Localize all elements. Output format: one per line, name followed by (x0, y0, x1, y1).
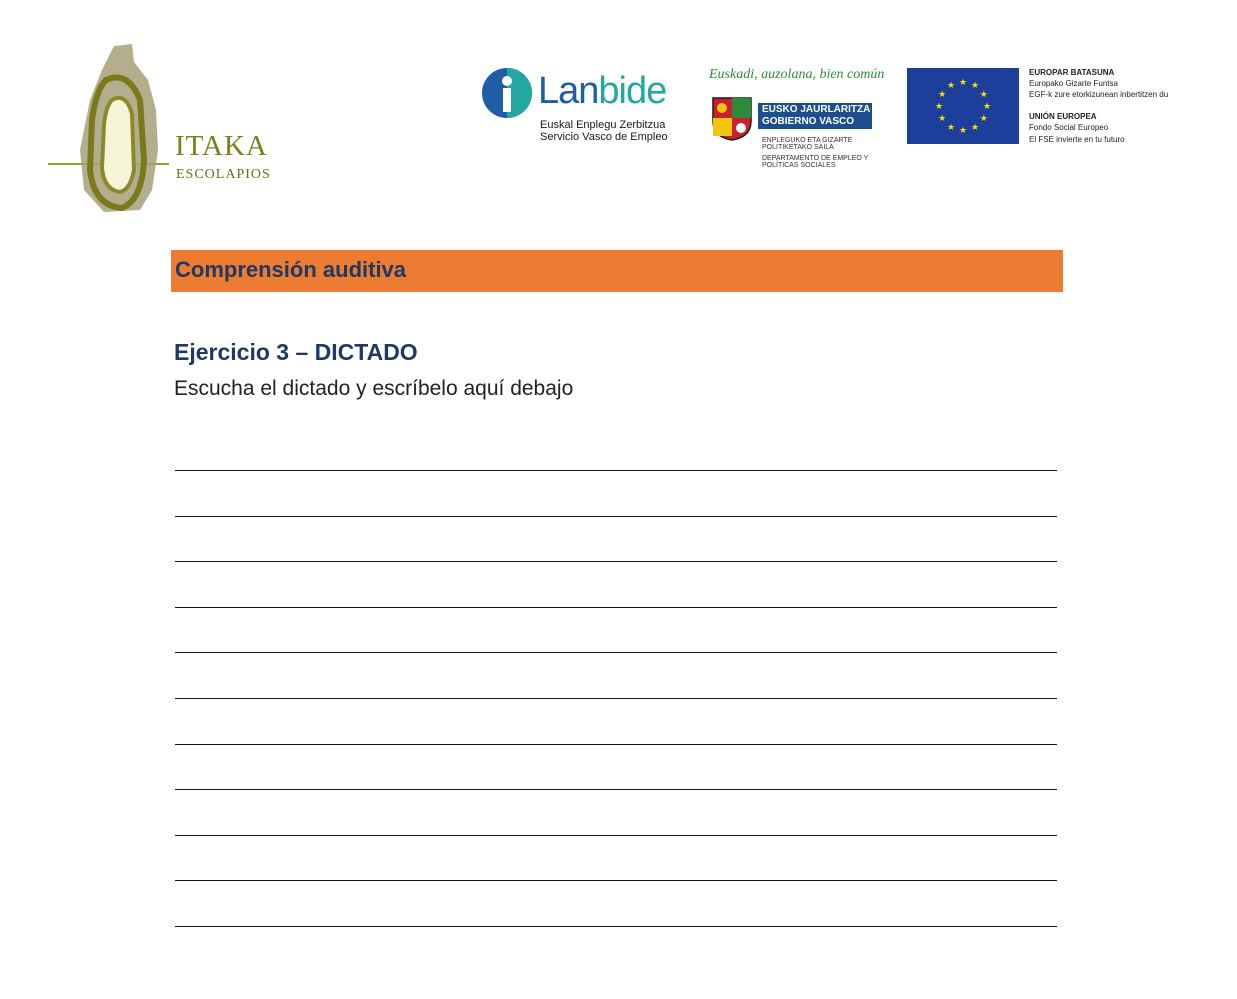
answer-line[interactable] (175, 561, 1057, 562)
lanbide-name-part2: bide (598, 70, 667, 112)
eu-star-icon: ★ (979, 114, 988, 124)
answer-lines (175, 0, 1057, 999)
eu-star-icon: ★ (946, 122, 956, 133)
answer-line[interactable] (175, 926, 1057, 927)
itaka-name: ITAKA (175, 130, 268, 162)
answer-line[interactable] (175, 698, 1057, 699)
itaka-subtitle: ESCOLAPIOS (176, 167, 271, 182)
answer-line[interactable] (175, 789, 1057, 790)
exercise-title: Ejercicio 3 – DICTADO (174, 339, 418, 365)
eu-text-line2: Europako Gizarte Funtsa (1029, 79, 1118, 88)
eu-star-icon: ★ (979, 90, 988, 100)
eu-star-icon: ★ (934, 102, 944, 112)
answer-line[interactable] (175, 744, 1057, 745)
eu-star-icon: ★ (982, 102, 992, 112)
eu-text-line4: UNIÓN EUROPEA (1029, 112, 1097, 121)
eu-star-icon: ★ (946, 81, 956, 92)
answer-line[interactable] (175, 652, 1057, 653)
eu-text-line3: EGF-k zure etorkizunean inbertitzen du (1029, 90, 1169, 99)
exercise-instruction: Escucha el dictado y escríbelo aquí debajo (174, 377, 574, 400)
gobierno-vasco-slogan: Euskadi, auzolana, bien común (709, 67, 885, 82)
gobierno-vasco-dept-eus: ENPLEGUKO ETA GIZARTE POLITIKETAKO SAILA (762, 137, 853, 152)
answer-line[interactable] (175, 880, 1057, 881)
answer-line[interactable] (175, 516, 1057, 517)
section-title: Comprensión auditiva (175, 257, 407, 282)
lanbide-tagline-es: Servicio Vasco de Empleo (540, 131, 668, 143)
eu-star-icon: ★ (970, 81, 980, 92)
eu-text-line1: EUROPAR BATASUNA (1029, 68, 1115, 77)
lanbide-tagline-eus: Euskal Enplegu Zerbitzua (540, 119, 666, 131)
eu-star-icon: ★ (958, 126, 968, 136)
eu-text-line6: El FSE invierte en tu futuro (1029, 135, 1125, 144)
eu-star-icon: ★ (938, 114, 947, 124)
gobierno-vasco-line1: EUSKO JAURLARITZA (762, 104, 871, 115)
eu-star-icon: ★ (970, 122, 980, 133)
eu-text-line5: Fondo Social Europeo (1029, 123, 1109, 132)
gobierno-vasco-line2: GOBIERNO VASCO (762, 116, 855, 127)
gobierno-vasco-dept-es: DEPARTAMENTO DE EMPLEO Y POLÍTICAS SOCIALES (762, 155, 869, 170)
answer-line[interactable] (175, 607, 1057, 608)
eu-star-icon: ★ (938, 90, 947, 100)
lanbide-name-part1: Lan (538, 70, 599, 112)
eu-star-icon: ★ (958, 78, 968, 88)
answer-line[interactable] (175, 470, 1057, 471)
answer-line[interactable] (175, 835, 1057, 836)
